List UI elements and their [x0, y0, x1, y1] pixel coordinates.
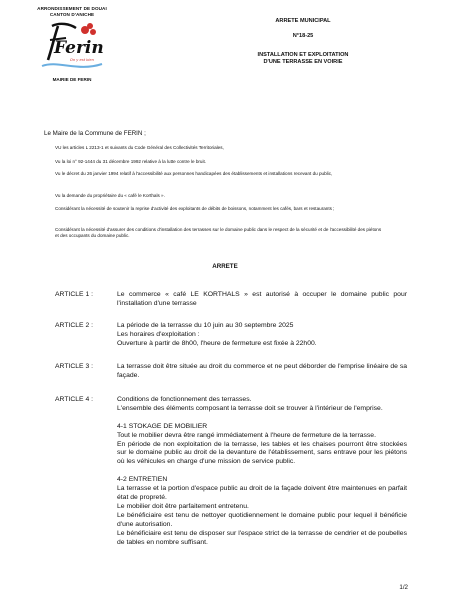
- article-paragraph: La terrasse et la portion d'espace public au droit de la façade doivent être maintenues en parfait état de propreté.: [117, 485, 407, 501]
- article-paragraph: Le bénéficiaire est tenu de disposer sur l'espace strict de la terrasse de cendrier et de poubelles de tables en nombre suffisant.: [117, 529, 407, 546]
- considerant-2: Vu la loi n° 92-1444 du 31 décembre 1992 relative à la lutte contre le bruit.: [55, 159, 207, 164]
- article-1-label: ARTICLE 1 :: [55, 291, 94, 298]
- article-paragraph: Le commerce « café LE KORTHALS » est autorisé à occuper le domaine public pour l'installation d'une terrasse: [117, 291, 407, 307]
- section-heading: 4-1 STOKAGE DE MOBILIER: [117, 422, 208, 430]
- article-4-label: ARTICLE 4 :: [55, 396, 94, 403]
- article-paragraph: En période de non exploitation de la terrasse, les tables et les chaises pourront être stockées sur le domaine public au droit de la devanture de l'établissement, sans entrave pour les piétons où les véhicules en charge d'une mission de service public.: [117, 440, 407, 466]
- article-3-label: ARTICLE 3 :: [55, 363, 94, 370]
- canton-label: CANTON D'ANICHE: [49, 12, 95, 17]
- doc-type: ARRETE MUNICIPAL: [275, 18, 331, 24]
- issuer-block: [22, 6, 122, 82]
- ferin-logo: [40, 20, 104, 72]
- article-paragraph: Les horaires d'exploitation :: [117, 330, 200, 338]
- page-number: 1/2: [399, 584, 408, 591]
- arrete-title: ARRETE: [212, 263, 238, 270]
- article-paragraph: Conditions de fonctionnement des terrasses.: [117, 396, 252, 403]
- article-paragraph: Ouverture à partir de 8h00, l'heure de fermeture est fixée à 22h00.: [117, 339, 317, 347]
- article-2-label: ARTICLE 2 :: [55, 322, 94, 329]
- considerant-1: VU les articles L 2213-1 et suivants du Code Général des Collectivités Territoriales,: [55, 145, 224, 150]
- article-paragraph: Le mobilier doit être parfaitement entretenu.: [117, 502, 249, 510]
- logo-wordmark: Ferin: [54, 38, 104, 58]
- doc-number: N°18-25: [292, 33, 314, 39]
- article-paragraph: La période de la terrasse du 10 juin au 30 septembre 2025: [117, 322, 294, 329]
- article-paragraph: Le bénéficiaire est tenu de nettoyer quotidiennement le domaine public pour lequel il bénéficie d'une autorisation.: [117, 511, 407, 528]
- document-heading: [228, 18, 378, 66]
- considerant-4: Vu la demande du propriétaire du « café le Korthals ».: [55, 193, 165, 198]
- considerant-6: Considérant la nécessité d'assurer des conditions d'installation des terrasses sur le domaine public dans le respect de la sécurité et de l'accessibilité des piétons et des occupants du domaine public.: [55, 227, 382, 239]
- article-2-body: [117, 322, 407, 349]
- article-spacer: [117, 467, 407, 476]
- subject-line-1: INSTALLATION ET EXPLOITATION: [257, 52, 349, 58]
- subject-line-2: D'UNE TERRASSE EN VOIRIE: [263, 59, 343, 65]
- intro-line: Le Maire de la Commune de FERIN ;: [44, 130, 146, 137]
- mairie-label: MAIRIE DE FERIN: [52, 77, 92, 82]
- article-3-body: [117, 363, 407, 381]
- considerant-3: Vu le décret du 26 janvier 1994 relatif à l'accessibilité aux personnes handicapées des établissements et installations recevant du public,: [55, 171, 333, 176]
- logo-tagline: On y est bien: [70, 58, 94, 62]
- article-paragraph: L'ensemble des éléments composant la terrasse doit se trouver à l'intérieur de l'emprise.: [117, 404, 383, 412]
- article-spacer: [117, 414, 407, 423]
- article-paragraph: Tout le mobilier devra être rangé immédiatement à l'heure de fermeture de la terrasse.: [117, 431, 376, 439]
- article-1-body: [117, 291, 407, 309]
- section-heading: 4-2 ENTRETIEN: [117, 476, 168, 484]
- article-4-body: [117, 396, 407, 547]
- arrondissement-label: ARRONDISSEMENT DE DOUAI: [37, 6, 107, 11]
- considerant-5: Considérant la nécessité de soutenir la reprise d'activité des exploitants de débits de boissons, notamment les cafés, bars et restaurants ;: [55, 206, 335, 211]
- article-paragraph: La terrasse doit être située au droit du commerce et ne peut déborder de l'emprise linéaire de sa façade.: [117, 363, 407, 379]
